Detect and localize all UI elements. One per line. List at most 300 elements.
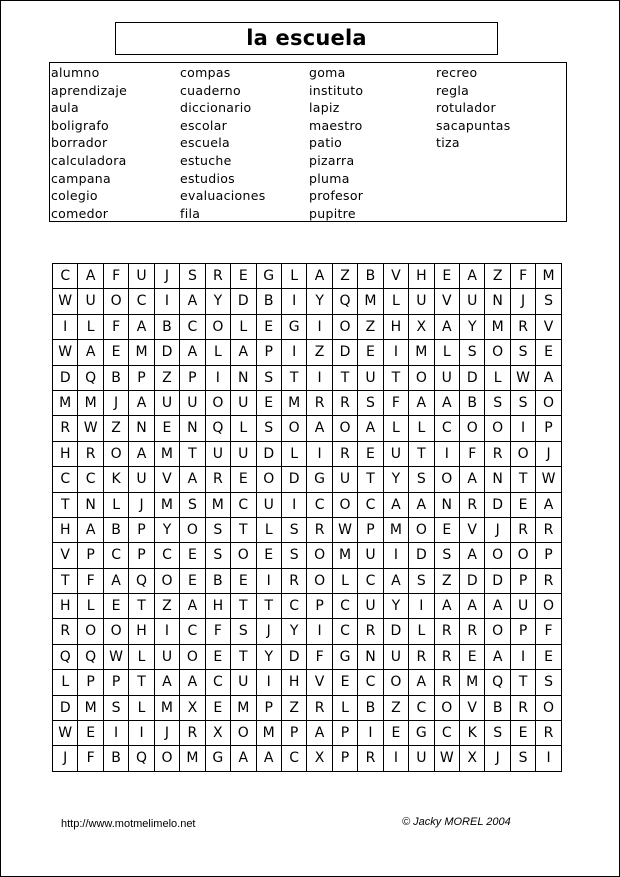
grid-cell[interactable]: M bbox=[333, 543, 358, 568]
grid-cell[interactable]: Z bbox=[307, 340, 332, 365]
grid-cell[interactable]: M bbox=[155, 442, 180, 467]
grid-cell[interactable]: L bbox=[384, 416, 409, 441]
grid-cell[interactable]: P bbox=[536, 416, 561, 441]
grid-cell[interactable]: I bbox=[206, 366, 231, 391]
grid-cell[interactable]: T bbox=[53, 493, 78, 518]
grid-cell[interactable]: E bbox=[206, 696, 231, 721]
grid-cell[interactable]: L bbox=[384, 289, 409, 314]
grid-cell[interactable]: U bbox=[231, 670, 256, 695]
grid-cell[interactable]: I bbox=[384, 340, 409, 365]
grid-cell[interactable]: S bbox=[358, 391, 383, 416]
grid-cell[interactable]: I bbox=[307, 315, 332, 340]
grid-cell[interactable]: S bbox=[257, 416, 282, 441]
grid-cell[interactable]: Q bbox=[333, 289, 358, 314]
grid-cell[interactable]: D bbox=[460, 569, 485, 594]
grid-cell[interactable]: D bbox=[155, 340, 180, 365]
grid-cell[interactable]: H bbox=[206, 594, 231, 619]
grid-cell[interactable]: A bbox=[435, 391, 460, 416]
grid-cell[interactable]: M bbox=[257, 721, 282, 746]
grid-cell[interactable]: R bbox=[282, 569, 307, 594]
grid-cell[interactable]: I bbox=[53, 315, 78, 340]
grid-cell[interactable]: N bbox=[485, 289, 510, 314]
grid-cell[interactable]: B bbox=[104, 366, 129, 391]
grid-cell[interactable]: A bbox=[409, 670, 434, 695]
grid-cell[interactable]: S bbox=[104, 696, 129, 721]
grid-cell[interactable]: D bbox=[485, 493, 510, 518]
grid-cell[interactable]: U bbox=[257, 493, 282, 518]
grid-cell[interactable]: O bbox=[206, 391, 231, 416]
grid-cell[interactable]: I bbox=[384, 543, 409, 568]
grid-cell[interactable]: A bbox=[384, 493, 409, 518]
grid-cell[interactable]: V bbox=[460, 518, 485, 543]
grid-cell[interactable]: N bbox=[78, 493, 103, 518]
grid-cell[interactable]: T bbox=[231, 518, 256, 543]
grid-cell[interactable]: S bbox=[485, 391, 510, 416]
grid-cell[interactable]: U bbox=[155, 391, 180, 416]
grid-cell[interactable]: R bbox=[53, 416, 78, 441]
grid-cell[interactable]: O bbox=[180, 645, 205, 670]
grid-cell[interactable]: C bbox=[358, 569, 383, 594]
grid-cell[interactable]: L bbox=[78, 315, 103, 340]
grid-cell[interactable]: A bbox=[180, 594, 205, 619]
grid-cell[interactable]: H bbox=[53, 442, 78, 467]
grid-cell[interactable]: D bbox=[282, 645, 307, 670]
grid-cell[interactable]: G bbox=[333, 645, 358, 670]
grid-cell[interactable]: P bbox=[358, 518, 383, 543]
grid-cell[interactable]: J bbox=[155, 264, 180, 289]
grid-cell[interactable]: E bbox=[155, 416, 180, 441]
grid-cell[interactable]: V bbox=[53, 543, 78, 568]
grid-cell[interactable]: D bbox=[409, 543, 434, 568]
grid-cell[interactable]: V bbox=[307, 670, 332, 695]
grid-cell[interactable]: R bbox=[206, 264, 231, 289]
grid-cell[interactable]: Z bbox=[358, 315, 383, 340]
grid-cell[interactable]: D bbox=[257, 442, 282, 467]
grid-cell[interactable]: P bbox=[333, 721, 358, 746]
grid-cell[interactable]: L bbox=[231, 315, 256, 340]
grid-cell[interactable]: E bbox=[257, 315, 282, 340]
grid-cell[interactable]: F bbox=[511, 264, 536, 289]
grid-cell[interactable]: U bbox=[511, 594, 536, 619]
grid-cell[interactable]: J bbox=[129, 493, 154, 518]
grid-cell[interactable]: A bbox=[409, 493, 434, 518]
grid-cell[interactable]: F bbox=[104, 264, 129, 289]
grid-cell[interactable]: A bbox=[485, 645, 510, 670]
grid-cell[interactable]: A bbox=[435, 315, 460, 340]
grid-cell[interactable]: C bbox=[231, 493, 256, 518]
grid-cell[interactable]: N bbox=[231, 366, 256, 391]
grid-cell[interactable]: E bbox=[358, 340, 383, 365]
grid-cell[interactable]: I bbox=[358, 721, 383, 746]
grid-cell[interactable]: S bbox=[231, 619, 256, 644]
grid-cell[interactable]: C bbox=[333, 619, 358, 644]
grid-cell[interactable]: A bbox=[257, 746, 282, 771]
grid-cell[interactable]: A bbox=[180, 467, 205, 492]
grid-cell[interactable]: U bbox=[384, 645, 409, 670]
grid-cell[interactable]: P bbox=[282, 721, 307, 746]
grid-cell[interactable]: Y bbox=[206, 289, 231, 314]
grid-cell[interactable]: Q bbox=[53, 645, 78, 670]
grid-cell[interactable]: K bbox=[460, 721, 485, 746]
grid-cell[interactable]: J bbox=[511, 289, 536, 314]
grid-cell[interactable]: C bbox=[104, 543, 129, 568]
grid-cell[interactable]: H bbox=[409, 264, 434, 289]
grid-cell[interactable]: R bbox=[409, 645, 434, 670]
grid-cell[interactable]: E bbox=[536, 645, 561, 670]
grid-cell[interactable]: M bbox=[53, 391, 78, 416]
grid-cell[interactable]: S bbox=[409, 467, 434, 492]
grid-cell[interactable]: Z bbox=[155, 594, 180, 619]
grid-cell[interactable]: B bbox=[358, 264, 383, 289]
grid-cell[interactable]: W bbox=[435, 746, 460, 771]
grid-cell[interactable]: F bbox=[78, 569, 103, 594]
grid-cell[interactable]: A bbox=[307, 264, 332, 289]
grid-cell[interactable]: L bbox=[104, 493, 129, 518]
grid-cell[interactable]: O bbox=[206, 315, 231, 340]
grid-cell[interactable]: Y bbox=[384, 594, 409, 619]
grid-cell[interactable]: I bbox=[511, 416, 536, 441]
grid-cell[interactable]: R bbox=[536, 518, 561, 543]
grid-cell[interactable]: M bbox=[78, 696, 103, 721]
grid-cell[interactable]: U bbox=[358, 543, 383, 568]
grid-cell[interactable]: W bbox=[53, 340, 78, 365]
grid-cell[interactable]: Y bbox=[257, 645, 282, 670]
grid-cell[interactable]: U bbox=[333, 467, 358, 492]
grid-cell[interactable]: I bbox=[511, 645, 536, 670]
grid-cell[interactable]: X bbox=[307, 746, 332, 771]
grid-cell[interactable]: D bbox=[282, 467, 307, 492]
grid-cell[interactable]: L bbox=[129, 645, 154, 670]
grid-cell[interactable]: R bbox=[460, 619, 485, 644]
grid-cell[interactable]: O bbox=[333, 493, 358, 518]
grid-cell[interactable]: R bbox=[307, 391, 332, 416]
grid-cell[interactable]: E bbox=[104, 340, 129, 365]
grid-cell[interactable]: C bbox=[435, 416, 460, 441]
grid-cell[interactable]: Q bbox=[78, 645, 103, 670]
grid-cell[interactable]: B bbox=[460, 391, 485, 416]
grid-cell[interactable]: O bbox=[485, 340, 510, 365]
grid-cell[interactable]: O bbox=[460, 416, 485, 441]
grid-cell[interactable]: A bbox=[180, 340, 205, 365]
grid-cell[interactable]: H bbox=[53, 518, 78, 543]
grid-cell[interactable]: M bbox=[536, 264, 561, 289]
grid-cell[interactable]: E bbox=[231, 467, 256, 492]
grid-cell[interactable]: R bbox=[536, 569, 561, 594]
grid-cell[interactable]: E bbox=[231, 569, 256, 594]
grid-cell[interactable]: T bbox=[129, 670, 154, 695]
grid-cell[interactable]: Z bbox=[485, 264, 510, 289]
grid-cell[interactable]: S bbox=[435, 543, 460, 568]
grid-cell[interactable]: O bbox=[104, 619, 129, 644]
grid-cell[interactable]: U bbox=[358, 594, 383, 619]
grid-cell[interactable]: O bbox=[384, 670, 409, 695]
grid-cell[interactable]: O bbox=[536, 391, 561, 416]
grid-cell[interactable]: E bbox=[333, 670, 358, 695]
grid-cell[interactable]: Z bbox=[333, 264, 358, 289]
grid-cell[interactable]: A bbox=[536, 366, 561, 391]
grid-cell[interactable]: L bbox=[257, 518, 282, 543]
grid-cell[interactable]: O bbox=[435, 467, 460, 492]
grid-cell[interactable]: L bbox=[78, 594, 103, 619]
grid-cell[interactable]: R bbox=[536, 721, 561, 746]
grid-cell[interactable]: R bbox=[435, 645, 460, 670]
grid-cell[interactable]: H bbox=[129, 619, 154, 644]
grid-cell[interactable]: M bbox=[180, 746, 205, 771]
grid-cell[interactable]: S bbox=[511, 340, 536, 365]
grid-cell[interactable]: Y bbox=[384, 467, 409, 492]
grid-cell[interactable]: H bbox=[384, 315, 409, 340]
grid-cell[interactable]: P bbox=[307, 594, 332, 619]
grid-cell[interactable]: G bbox=[206, 746, 231, 771]
grid-cell[interactable]: A bbox=[78, 264, 103, 289]
grid-cell[interactable]: D bbox=[231, 289, 256, 314]
grid-cell[interactable]: S bbox=[282, 543, 307, 568]
grid-cell[interactable]: I bbox=[282, 289, 307, 314]
grid-cell[interactable]: W bbox=[536, 467, 561, 492]
grid-cell[interactable]: M bbox=[129, 340, 154, 365]
grid-cell[interactable]: O bbox=[155, 569, 180, 594]
grid-cell[interactable]: X bbox=[180, 696, 205, 721]
grid-cell[interactable]: I bbox=[257, 670, 282, 695]
grid-cell[interactable]: F bbox=[384, 391, 409, 416]
grid-cell[interactable]: A bbox=[460, 264, 485, 289]
grid-cell[interactable]: O bbox=[257, 467, 282, 492]
grid-cell[interactable]: R bbox=[358, 746, 383, 771]
grid-cell[interactable]: O bbox=[78, 619, 103, 644]
grid-cell[interactable]: I bbox=[536, 746, 561, 771]
grid-cell[interactable]: M bbox=[282, 391, 307, 416]
grid-cell[interactable]: R bbox=[307, 518, 332, 543]
grid-cell[interactable]: R bbox=[485, 442, 510, 467]
grid-cell[interactable]: A bbox=[485, 594, 510, 619]
grid-cell[interactable]: E bbox=[206, 645, 231, 670]
grid-cell[interactable]: O bbox=[104, 442, 129, 467]
grid-cell[interactable]: C bbox=[53, 264, 78, 289]
grid-cell[interactable]: I bbox=[307, 442, 332, 467]
grid-cell[interactable]: N bbox=[435, 493, 460, 518]
grid-cell[interactable]: S bbox=[511, 391, 536, 416]
grid-cell[interactable]: J bbox=[53, 746, 78, 771]
grid-cell[interactable]: E bbox=[358, 442, 383, 467]
grid-cell[interactable]: Z bbox=[435, 569, 460, 594]
grid-cell[interactable]: I bbox=[307, 619, 332, 644]
grid-cell[interactable]: I bbox=[257, 569, 282, 594]
grid-cell[interactable]: O bbox=[485, 619, 510, 644]
grid-cell[interactable]: J bbox=[536, 442, 561, 467]
grid-cell[interactable]: S bbox=[409, 569, 434, 594]
grid-cell[interactable]: L bbox=[53, 670, 78, 695]
grid-cell[interactable]: T bbox=[384, 366, 409, 391]
grid-cell[interactable]: J bbox=[257, 619, 282, 644]
grid-cell[interactable]: N bbox=[180, 416, 205, 441]
grid-cell[interactable]: S bbox=[536, 289, 561, 314]
grid-cell[interactable]: G bbox=[409, 721, 434, 746]
grid-cell[interactable]: P bbox=[536, 543, 561, 568]
grid-cell[interactable]: A bbox=[460, 543, 485, 568]
grid-cell[interactable]: Y bbox=[282, 619, 307, 644]
grid-cell[interactable]: B bbox=[485, 696, 510, 721]
grid-cell[interactable]: O bbox=[307, 569, 332, 594]
grid-cell[interactable]: S bbox=[485, 721, 510, 746]
grid-cell[interactable]: E bbox=[536, 340, 561, 365]
grid-cell[interactable]: H bbox=[53, 594, 78, 619]
grid-cell[interactable]: E bbox=[257, 543, 282, 568]
grid-cell[interactable]: S bbox=[536, 670, 561, 695]
grid-cell[interactable]: S bbox=[511, 746, 536, 771]
grid-cell[interactable]: I bbox=[155, 289, 180, 314]
grid-cell[interactable]: S bbox=[257, 366, 282, 391]
grid-cell[interactable]: M bbox=[155, 493, 180, 518]
grid-cell[interactable]: U bbox=[129, 264, 154, 289]
grid-cell[interactable]: E bbox=[104, 594, 129, 619]
grid-cell[interactable]: A bbox=[409, 391, 434, 416]
grid-cell[interactable]: T bbox=[231, 645, 256, 670]
grid-cell[interactable]: U bbox=[206, 442, 231, 467]
grid-cell[interactable]: U bbox=[155, 645, 180, 670]
grid-cell[interactable]: E bbox=[257, 391, 282, 416]
grid-cell[interactable]: U bbox=[129, 467, 154, 492]
grid-cell[interactable]: P bbox=[129, 543, 154, 568]
grid-cell[interactable]: A bbox=[231, 746, 256, 771]
grid-cell[interactable]: L bbox=[282, 442, 307, 467]
grid-cell[interactable]: O bbox=[409, 366, 434, 391]
grid-cell[interactable]: D bbox=[485, 569, 510, 594]
grid-cell[interactable]: L bbox=[231, 416, 256, 441]
grid-cell[interactable]: E bbox=[435, 264, 460, 289]
grid-cell[interactable]: C bbox=[129, 289, 154, 314]
grid-cell[interactable]: C bbox=[435, 721, 460, 746]
grid-cell[interactable]: I bbox=[104, 721, 129, 746]
grid-cell[interactable]: Y bbox=[460, 315, 485, 340]
grid-cell[interactable]: R bbox=[511, 315, 536, 340]
grid-cell[interactable]: T bbox=[53, 569, 78, 594]
grid-cell[interactable]: P bbox=[333, 746, 358, 771]
grid-cell[interactable]: J bbox=[485, 746, 510, 771]
grid-cell[interactable]: R bbox=[53, 619, 78, 644]
grid-cell[interactable]: O bbox=[282, 416, 307, 441]
grid-cell[interactable]: C bbox=[78, 467, 103, 492]
grid-cell[interactable]: E bbox=[511, 493, 536, 518]
grid-cell[interactable]: T bbox=[511, 670, 536, 695]
grid-cell[interactable]: R bbox=[333, 442, 358, 467]
grid-cell[interactable]: D bbox=[384, 619, 409, 644]
grid-cell[interactable]: U bbox=[384, 442, 409, 467]
grid-cell[interactable]: A bbox=[307, 416, 332, 441]
grid-cell[interactable]: E bbox=[180, 569, 205, 594]
grid-cell[interactable]: R bbox=[460, 493, 485, 518]
grid-cell[interactable]: Y bbox=[155, 518, 180, 543]
grid-cell[interactable]: C bbox=[307, 493, 332, 518]
grid-cell[interactable]: E bbox=[180, 543, 205, 568]
grid-cell[interactable]: X bbox=[206, 721, 231, 746]
grid-cell[interactable]: O bbox=[485, 416, 510, 441]
grid-cell[interactable]: A bbox=[307, 721, 332, 746]
grid-cell[interactable]: W bbox=[333, 518, 358, 543]
grid-cell[interactable]: X bbox=[460, 746, 485, 771]
grid-cell[interactable]: O bbox=[155, 746, 180, 771]
grid-cell[interactable]: M bbox=[206, 493, 231, 518]
grid-cell[interactable]: T bbox=[180, 442, 205, 467]
grid-cell[interactable]: D bbox=[333, 340, 358, 365]
grid-cell[interactable]: X bbox=[409, 315, 434, 340]
grid-cell[interactable]: I bbox=[282, 493, 307, 518]
grid-cell[interactable]: B bbox=[155, 315, 180, 340]
grid-cell[interactable]: B bbox=[104, 746, 129, 771]
grid-cell[interactable]: J bbox=[485, 518, 510, 543]
grid-cell[interactable]: D bbox=[53, 696, 78, 721]
grid-cell[interactable]: C bbox=[409, 696, 434, 721]
grid-cell[interactable]: C bbox=[282, 594, 307, 619]
grid-cell[interactable]: J bbox=[155, 721, 180, 746]
grid-cell[interactable]: A bbox=[180, 670, 205, 695]
grid-cell[interactable]: E bbox=[511, 721, 536, 746]
grid-cell[interactable]: O bbox=[180, 518, 205, 543]
grid-cell[interactable]: T bbox=[129, 594, 154, 619]
grid-cell[interactable]: T bbox=[409, 442, 434, 467]
grid-cell[interactable]: C bbox=[155, 543, 180, 568]
grid-cell[interactable]: O bbox=[435, 696, 460, 721]
grid-cell[interactable]: U bbox=[460, 289, 485, 314]
grid-cell[interactable]: C bbox=[358, 493, 383, 518]
grid-cell[interactable]: R bbox=[358, 619, 383, 644]
grid-cell[interactable]: G bbox=[257, 264, 282, 289]
grid-cell[interactable]: I bbox=[129, 721, 154, 746]
grid-cell[interactable]: S bbox=[180, 493, 205, 518]
grid-cell[interactable]: R bbox=[511, 696, 536, 721]
grid-cell[interactable]: V bbox=[460, 696, 485, 721]
grid-cell[interactable]: E bbox=[384, 721, 409, 746]
grid-cell[interactable]: P bbox=[511, 569, 536, 594]
grid-cell[interactable]: O bbox=[333, 416, 358, 441]
grid-cell[interactable]: U bbox=[358, 366, 383, 391]
grid-cell[interactable]: K bbox=[104, 467, 129, 492]
grid-cell[interactable]: C bbox=[282, 746, 307, 771]
grid-cell[interactable]: R bbox=[307, 696, 332, 721]
grid-cell[interactable]: A bbox=[78, 518, 103, 543]
grid-cell[interactable]: L bbox=[485, 366, 510, 391]
grid-cell[interactable]: B bbox=[358, 696, 383, 721]
grid-cell[interactable]: L bbox=[206, 340, 231, 365]
grid-cell[interactable]: E bbox=[78, 721, 103, 746]
grid-cell[interactable]: Z bbox=[282, 696, 307, 721]
grid-cell[interactable]: O bbox=[536, 696, 561, 721]
grid-cell[interactable]: C bbox=[53, 467, 78, 492]
grid-cell[interactable]: E bbox=[231, 264, 256, 289]
grid-cell[interactable]: Q bbox=[129, 746, 154, 771]
grid-cell[interactable]: U bbox=[435, 366, 460, 391]
grid-cell[interactable]: G bbox=[282, 315, 307, 340]
grid-cell[interactable]: D bbox=[53, 366, 78, 391]
grid-cell[interactable]: U bbox=[231, 391, 256, 416]
grid-cell[interactable]: I bbox=[155, 619, 180, 644]
grid-cell[interactable]: A bbox=[536, 493, 561, 518]
grid-cell[interactable]: Q bbox=[129, 569, 154, 594]
grid-cell[interactable]: C bbox=[358, 670, 383, 695]
grid-cell[interactable]: I bbox=[307, 366, 332, 391]
grid-cell[interactable]: V bbox=[435, 289, 460, 314]
grid-cell[interactable]: F bbox=[104, 315, 129, 340]
grid-cell[interactable]: T bbox=[257, 594, 282, 619]
grid-cell[interactable]: R bbox=[511, 518, 536, 543]
grid-cell[interactable]: A bbox=[104, 569, 129, 594]
grid-cell[interactable]: O bbox=[409, 518, 434, 543]
grid-cell[interactable]: A bbox=[129, 391, 154, 416]
grid-cell[interactable]: R bbox=[78, 442, 103, 467]
grid-cell[interactable]: O bbox=[536, 594, 561, 619]
grid-cell[interactable]: O bbox=[511, 442, 536, 467]
grid-cell[interactable]: R bbox=[333, 391, 358, 416]
grid-cell[interactable]: O bbox=[511, 543, 536, 568]
